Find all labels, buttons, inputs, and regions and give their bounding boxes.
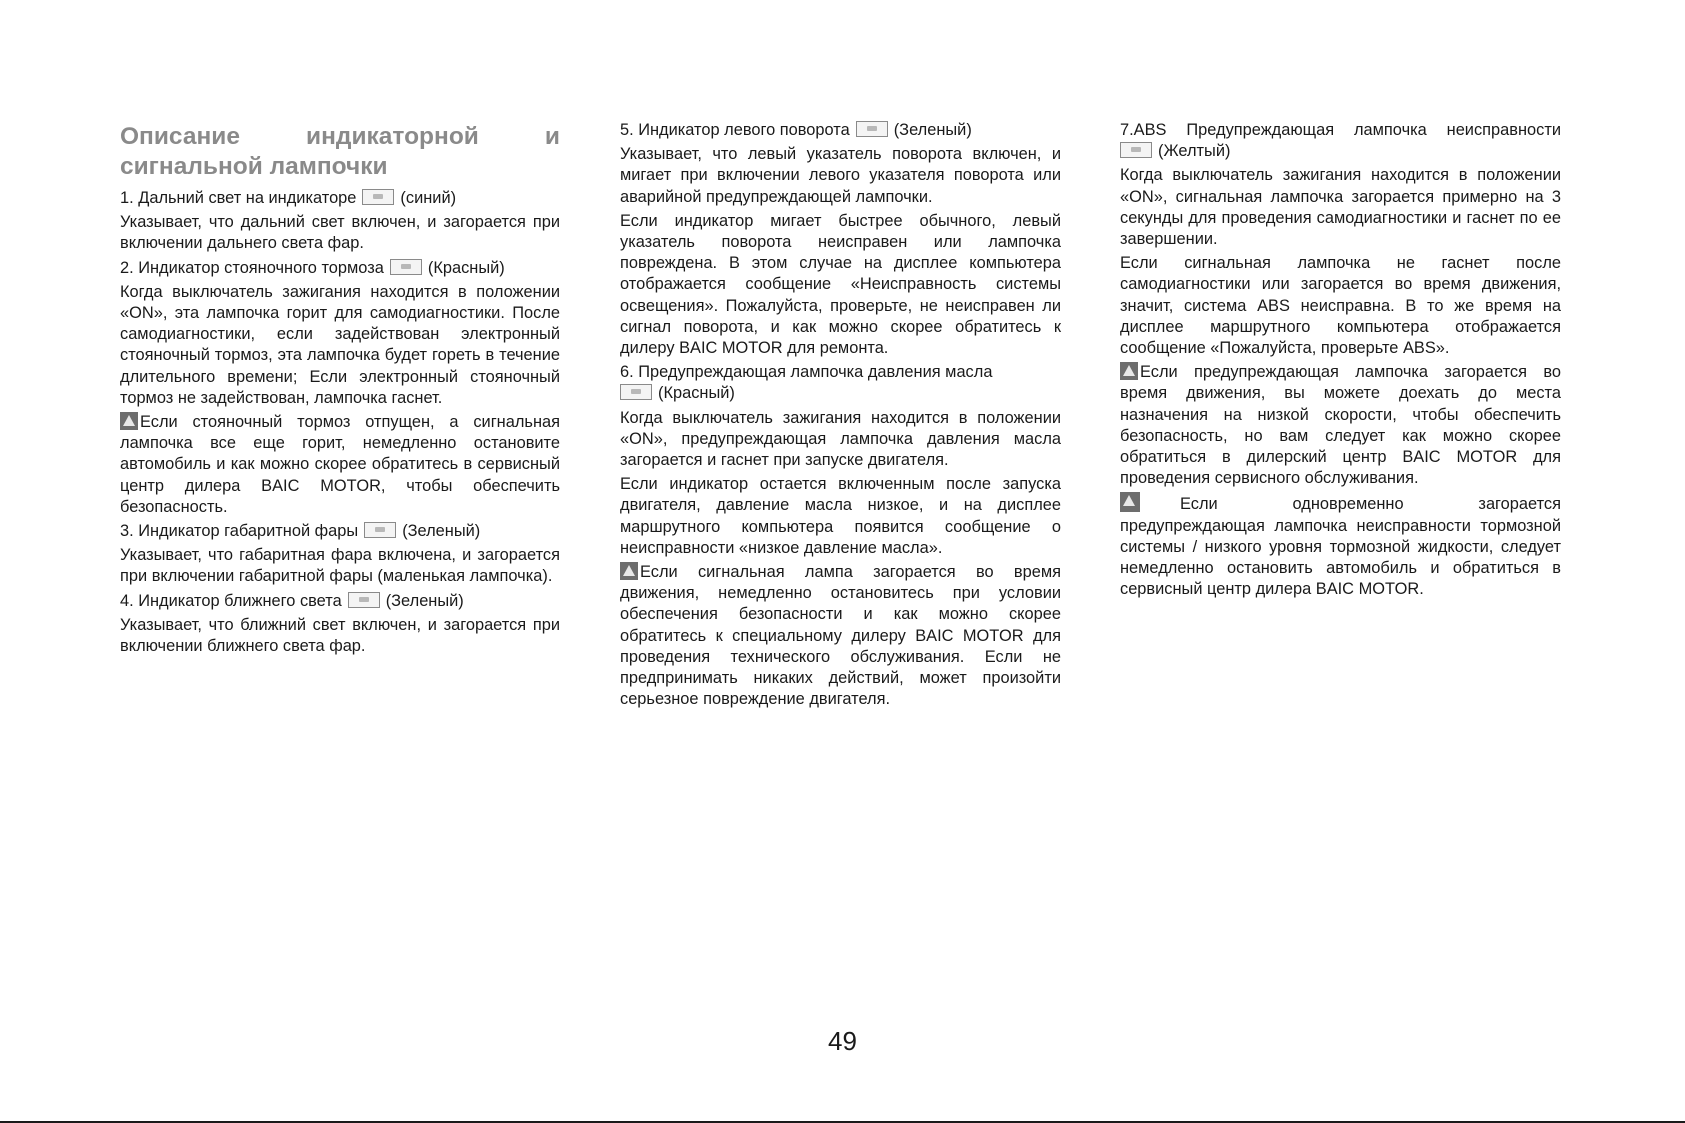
item5-text1: Указывает, что левый указатель поворота включен, и мигает при включении левого указателя поворота или аварийной предупреждающей лампочки. (620, 145, 1061, 206)
item2-text: Когда выключатель зажигания находится в положении «ON», эта лампочка горит для самодиагностики. После самодиагностики, если задействован электронный стояночный тормоз, эта лампочка будет гореть в течение длительного времени; Если электронный стояночный тормоз не задействован, лампочка гаснет. (120, 282, 560, 407)
item2-color: (Красный) (427, 258, 505, 277)
warning-icon (120, 412, 138, 430)
item5-color: (Зеленый) (893, 121, 972, 139)
item5-title-text: 5. Индикатор левого поворота (620, 121, 850, 139)
item3-title (120, 521, 560, 542)
item3-title-text: 3. Индикатор габаритной фары (120, 522, 359, 541)
item7-warning1-text: Если предупреждающая лампочка загорается во время движения, вы можете доехать до места назначения на низкой скорости, чтобы обеспечить безопасность, но вам следует как можно скорее обратиться в дилерский центр BAIC MOTOR для проведения сервисного обслуживания. (1120, 363, 1561, 488)
section-heading (120, 122, 560, 182)
item1-color: (синий) (400, 189, 457, 207)
item7-title-text: 7.ABS Предупреждающая лампочка неисправности (1120, 121, 1561, 139)
item5-title (620, 120, 1061, 141)
column-middle (620, 118, 1061, 713)
heading-line2: сигнальной лампочки (120, 153, 388, 180)
item4-title-text: 4. Индикатор ближнего света (120, 591, 342, 610)
item2-warning (120, 412, 560, 518)
item6-warning-text: Если сигнальная лампа загорается во время движения, немедленно остановитесь при условии обеспечения безопасности и как можно скорее обратитесь к специальному дилеру BAIC MOTOR для проведения технического обслуживания. Если не предпринимать никаких действий, может произойти серьезное повреждение двигателя. (620, 563, 1061, 709)
item6-warning (620, 562, 1061, 710)
column-right (1120, 118, 1561, 603)
item7-text2: Если сигнальная лампочка не гаснет после самодиагностики или загорается во время движения, значит, система ABS неисправна. В то же время на дисплее маршрутного компьютера отображается сообщение «Пожалуйста, проверьте ABS». (1120, 254, 1561, 358)
low-beam-icon (348, 592, 380, 608)
warning-icon (620, 562, 638, 580)
item7-text1: Когда выключатель зажигания находится в положении «ON», сигнальная лампочка загорается примерно на 3 секунды для проведения самодиагностики и гаснет по ее завершении. (1120, 166, 1561, 249)
item4-color: (Зеленый) (385, 591, 464, 610)
item4-text: Указывает, что ближний свет включен, и загорается при включении ближнего света фар. (120, 615, 560, 656)
item2-title (120, 258, 560, 279)
high-beam-icon (362, 189, 394, 205)
left-turn-icon (856, 121, 888, 137)
item6-title (620, 362, 1061, 404)
item2-warning-text: Если стояночный тормоз отпущен, а сигнальная лампочка все еще горит, немедленно остановите автомобиль и как можно скорее обратитесь в сервисный центр дилера BAIC MOTOR, чтобы обеспечить безопасность. (120, 413, 560, 516)
item2-title-text: 2. Индикатор стояночного тормоза (120, 258, 384, 277)
item7-title (1120, 120, 1561, 141)
item5-text2: Если индикатор мигает быстрее обычного, левый указатель поворота неисправен или лампочка повреждена. В этом случае на дисплее компьютера отображается сообщение «Неисправность системы освещения». Пожалуйста, проверьте, не неисправен ли сигнал поворота, и как можно скорее обратитесь к дилеру BAIC MOTOR для ремонта. (620, 211, 1061, 358)
item1-title-text: 1. Дальний свет на индикаторе (120, 189, 357, 207)
item1-text: Указывает, что дальний свет включен, и загорается при включении дальнего света фар. (120, 213, 560, 253)
item4-title (120, 591, 560, 612)
heading-line1: Описание индикаторной и (120, 123, 560, 150)
page-number: 49 (828, 1026, 857, 1056)
parking-brake-icon (390, 259, 422, 275)
item6-text1: Когда выключатель зажигания находится в положении «ON», предупреждающая лампочка давления масла загорается и гаснет при запуске двигателя. (620, 408, 1061, 470)
warning-icon (1120, 362, 1138, 380)
item7-warning2-text: Если одновременно загорается предупреждающая лампочка неисправности тормозной системы / низкого уровня тормозной жидкости, следует немедленно остановить автомобиль и обратиться в сервисный центр дилера BAIC MOTOR. (1120, 495, 1561, 599)
item1-title (120, 188, 560, 209)
item7-warning1 (1120, 362, 1561, 489)
position-light-icon (364, 522, 396, 538)
item6-text2: Если индикатор остается включенным после запуска двигателя, давление масла низкое, и на дисплее маршрутного компьютера появится сообщение о неисправности «низкое давление масла». (620, 475, 1061, 557)
column-left (120, 118, 560, 660)
item3-color: (Зеленый) (402, 522, 481, 541)
oil-pressure-icon (620, 384, 652, 400)
abs-warning-icon (1120, 142, 1152, 158)
item7-color: (Желтый) (1158, 142, 1231, 161)
item3-text: Указывает, что габаритная фара включена, и загорается при включении габаритной фары (маленькая лампочка). (120, 546, 560, 586)
item7-title-line2 (1120, 141, 1561, 162)
item7-warning2 (1120, 492, 1561, 600)
item6-title-text: 6. Предупреждающая лампочка давления масла (620, 363, 993, 382)
warning-icon (1120, 492, 1140, 512)
item6-color: (Красный) (658, 384, 735, 403)
